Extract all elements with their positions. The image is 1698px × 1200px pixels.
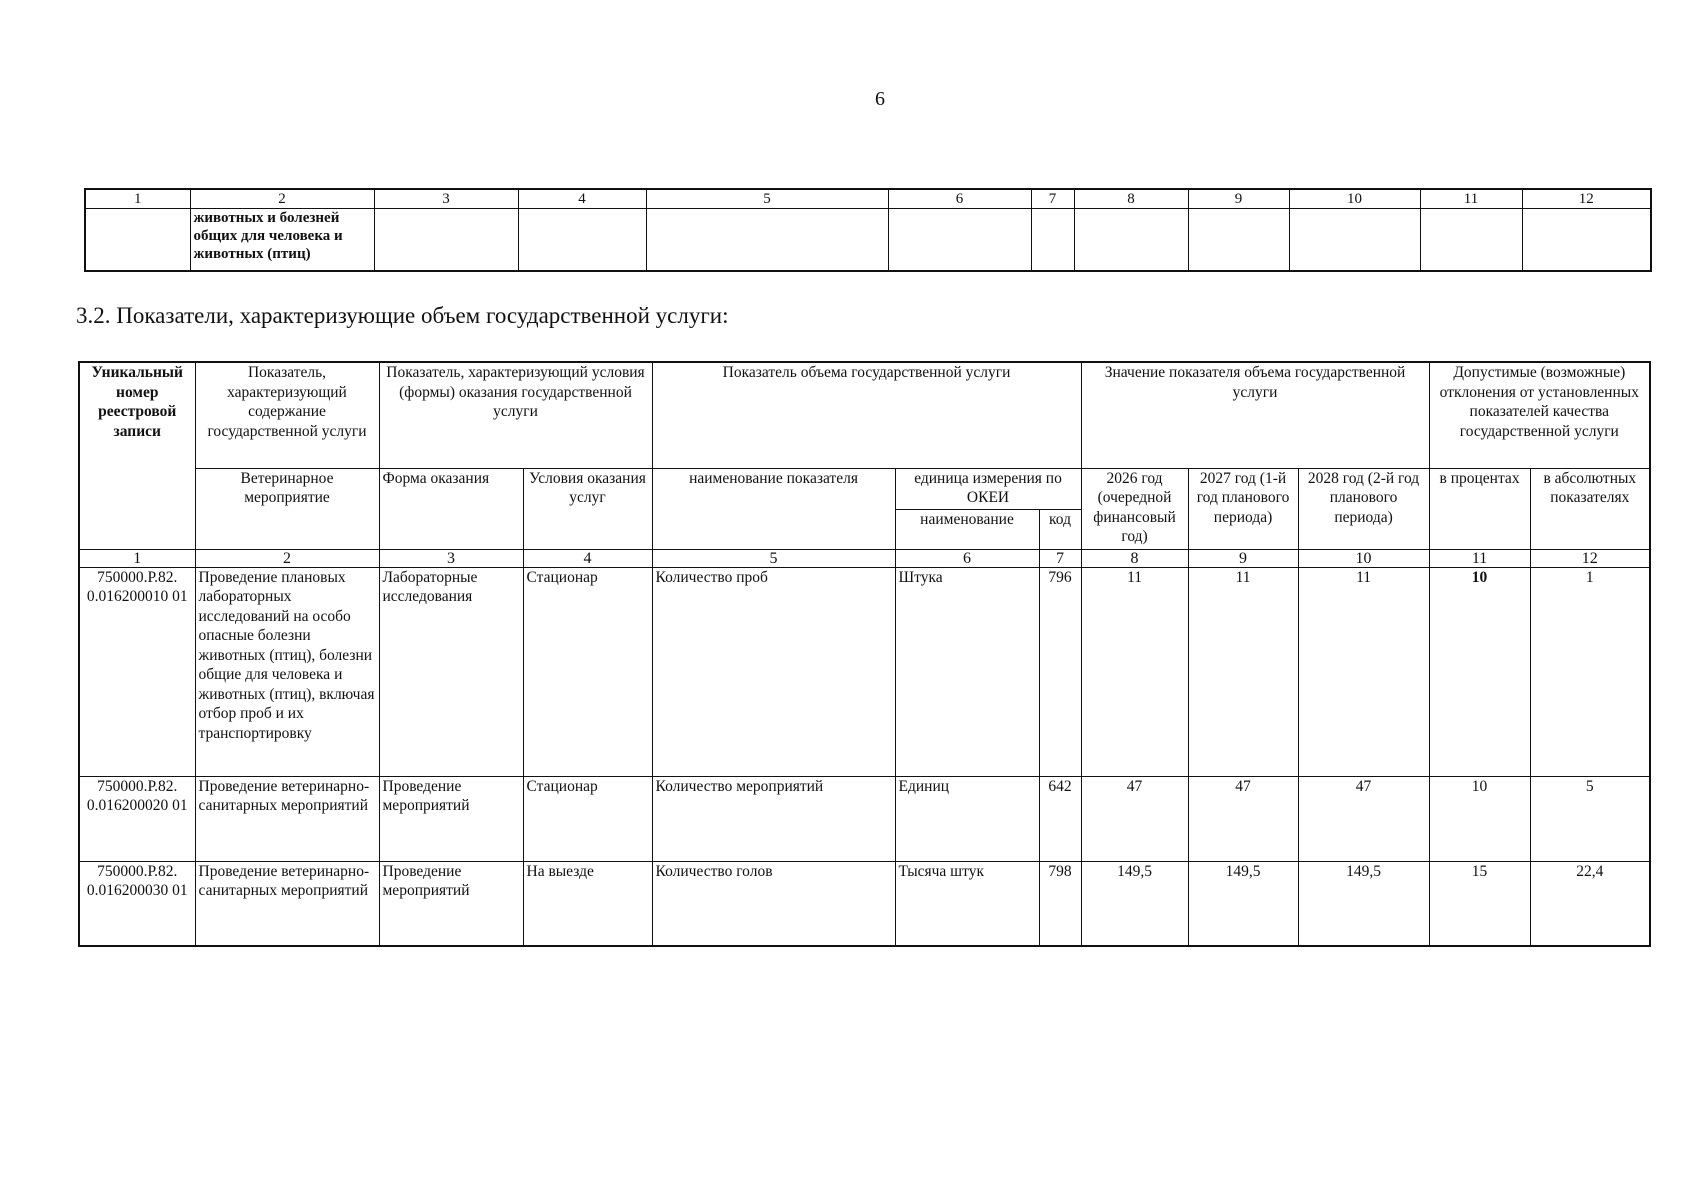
column-number: 8 [1081,549,1188,567]
table-cell [1074,209,1188,271]
code-cell: 798 [1039,861,1081,946]
column-number: 9 [1188,189,1289,209]
header-absolute: в абсолютных показателях [1530,468,1650,549]
form-cell: Лабораторные исследования [379,567,523,776]
header-conditions: Условия оказания услуг [523,468,652,549]
header-volume-indicator: Показатель объема государственной услуги [652,362,1081,468]
conditions-cell: На выезде [523,861,652,946]
column-number: 10 [1298,549,1429,567]
column-number: 7 [1039,549,1081,567]
indicator-cell: Количество голов [652,861,895,946]
percent-cell: 10 [1429,567,1530,776]
column-number: 5 [652,549,895,567]
unit-cell: Единиц [895,776,1039,861]
table-cell [518,209,646,271]
header-form: Форма оказания [379,468,523,549]
value-2027-cell: 11 [1188,567,1298,776]
header-volume-value: Значение показателя объема государственной услуги [1081,362,1429,468]
column-number: 7 [1031,189,1074,209]
column-number: 6 [895,549,1039,567]
header-year-2026: 2026 год (очередной финансовый год) [1081,468,1188,549]
column-number: 6 [888,189,1031,209]
header-year-2027: 2027 год (1-й год планового периода) [1188,468,1298,549]
column-number: 1 [85,189,190,209]
conditions-cell: Стационар [523,776,652,861]
table-cell [646,209,888,271]
value-2028-cell: 11 [1298,567,1429,776]
table-cell: животных и болезней общих для человека и животных (птиц) [190,209,374,271]
vet-event-cell: Проведение ветеринарно-санитарных мероприятий [195,776,379,861]
column-number: 12 [1522,189,1651,209]
header-unit-okei: единица измерения по ОКЕИ [895,468,1081,509]
table-cell [1188,209,1289,271]
code-cell: 642 [1039,776,1081,861]
column-number: 8 [1074,189,1188,209]
column-number-row [79,549,1650,567]
column-number: 3 [379,549,523,567]
table-row [79,567,1650,776]
column-number: 12 [1530,549,1650,567]
registry-number-cell: 750000.Р.82. 0.016200030 01 [79,861,195,946]
form-cell: Проведение мероприятий [379,776,523,861]
value-2027-cell: 47 [1188,776,1298,861]
table-cell [85,209,190,271]
table-cell [888,209,1031,271]
volume-indicators-table [78,361,1651,947]
column-number: 9 [1188,549,1298,567]
column-number: 11 [1429,549,1530,567]
table-cell [1420,209,1522,271]
value-2026-cell: 11 [1081,567,1188,776]
table-cell [374,209,518,271]
table-row [85,209,1651,271]
absolute-cell: 22,4 [1530,861,1650,946]
column-number: 4 [523,549,652,567]
unit-cell: Тысяча штук [895,861,1039,946]
value-2027-cell: 149,5 [1188,861,1298,946]
indicator-cell: Количество мероприятий [652,776,895,861]
header-conditions-indicator: Показатель, характеризующий условия (формы) оказания государственной услуги [379,362,652,468]
header-row [79,362,1650,468]
column-number: 10 [1289,189,1420,209]
column-number: 1 [79,549,195,567]
conditions-cell: Стационар [523,567,652,776]
column-number: 5 [646,189,888,209]
header-vet-event: Ветеринарное мероприятие [195,468,379,549]
indicator-cell: Количество проб [652,567,895,776]
page-number: 6 [875,88,885,110]
absolute-cell: 1 [1530,567,1650,776]
table-row [79,776,1650,861]
code-cell: 796 [1039,567,1081,776]
table-cell [1289,209,1420,271]
registry-number-cell: 750000.Р.82. 0.016200020 01 [79,776,195,861]
header-unit-name: наименование [895,509,1039,549]
column-number: 3 [374,189,518,209]
registry-number-cell: 750000.Р.82. 0.016200010 01 [79,567,195,776]
value-2026-cell: 149,5 [1081,861,1188,946]
percent-cell: 10 [1429,776,1530,861]
header-deviations: Допустимые (возможные) отклонения от установленных показателей качества государственной услуги [1429,362,1650,468]
header-indicator-name: наименование показателя [652,468,895,549]
form-cell: Проведение мероприятий [379,861,523,946]
column-number-row [85,189,1651,209]
vet-event-cell: Проведение плановых лабораторных исследований на особо опасные болезни животных (птиц), болезни общие для человека и животных (птиц), включая отбор проб и их транспортировку [195,567,379,776]
value-2028-cell: 47 [1298,776,1429,861]
header-year-2028: 2028 год (2-й год планового периода) [1298,468,1429,549]
column-number: 4 [518,189,646,209]
header-content-indicator: Показатель, характеризующий содержание государственной услуги [195,362,379,468]
table-cell [1522,209,1651,271]
value-2028-cell: 149,5 [1298,861,1429,946]
header-row [79,468,1650,509]
section-heading: 3.2. Показатели, характеризующие объем государственной услуги: [76,303,729,328]
percent-cell: 15 [1429,861,1530,946]
table-cell [1031,209,1074,271]
column-number: 11 [1420,189,1522,209]
unit-cell: Штука [895,567,1039,776]
vet-event-cell: Проведение ветеринарно-санитарных мероприятий [195,861,379,946]
table-row [79,861,1650,946]
header-percent: в процентах [1429,468,1530,549]
absolute-cell: 5 [1530,776,1650,861]
header-unique-number: Уникальный номер реестровой записи [79,362,195,549]
value-2026-cell: 47 [1081,776,1188,861]
column-number: 2 [195,549,379,567]
column-number: 2 [190,189,374,209]
continuation-table [84,188,1652,272]
header-unit-code: код [1039,509,1081,549]
